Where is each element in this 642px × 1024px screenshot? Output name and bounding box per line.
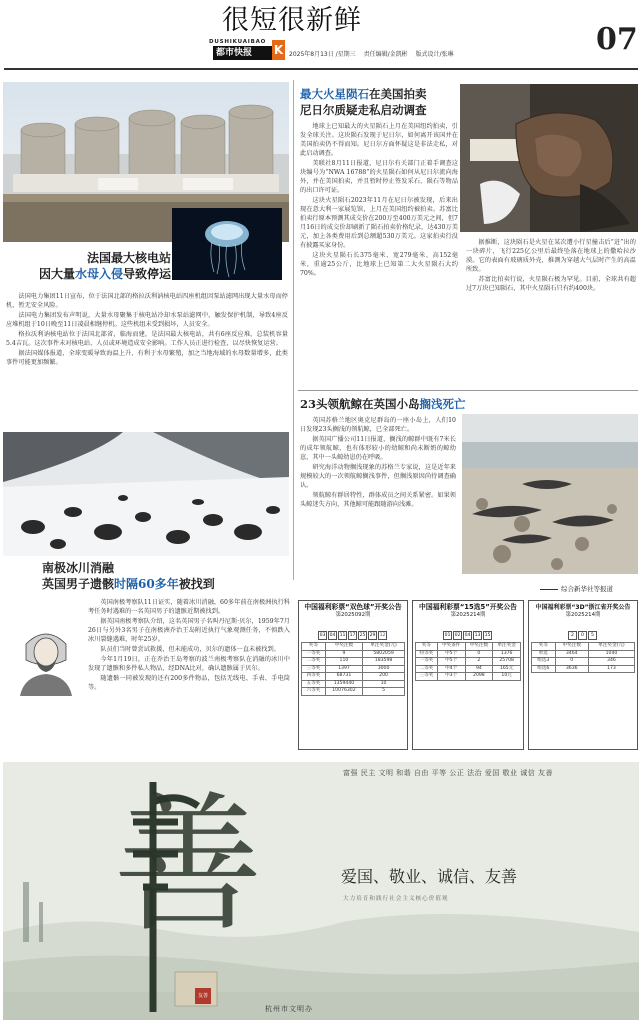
psa-big-char: 善 [113, 779, 264, 953]
paragraph: 据推断，这块陨石是火星在某次遭小行星撞击后“迸”出的一块碎片，飞行225亿公里后最终坠落在地球上的撒哈拉沙漠。它的表面有玻璃质外壳，推测为穿越大气层时产生的高温所致。 [466, 239, 636, 273]
whale-headline [300, 396, 466, 412]
lottery-issue: 第2025092期 [335, 612, 371, 618]
glacier-body [88, 598, 290, 748]
nuclear-headline [6, 250, 171, 282]
lottery-numbers [415, 621, 521, 640]
section-divider [298, 390, 638, 391]
table-row: 四等奖 68731 200 [302, 673, 405, 681]
nuclear-headline-suffix: 导致停运 [122, 267, 171, 281]
whale-headline-prefix: 23头领航鲸在英国小岛 [300, 397, 420, 411]
table-row: 六等奖 10076302 5 [302, 688, 405, 696]
paragraph: 据英国南极考察队介绍，这名英国男子名叫丹尼斯·贝尔，1959年7月26日与另外3名男子在南极洲乔治王岛附近执行气象观测任务，不慎跌入冰川裂缝遇难，时年25岁。 [88, 618, 290, 643]
table-header: 单注奖金 [493, 643, 521, 651]
lottery-table [531, 642, 635, 673]
glacier-headline-suffix: 被找到 [178, 577, 215, 591]
paper-name: 都市快报 [216, 48, 253, 58]
meteorite-headline-highlight: 最大火星陨石 [300, 87, 369, 101]
table-row: 五等奖 1359440 10 [302, 680, 405, 688]
meteorite-headline-suffix: 在美国拍卖 [369, 87, 427, 101]
lottery-ball: 11 [339, 633, 346, 638]
paragraph: 法国电力集团发布声明说，大量水母聚集于核电站冷却水泵站滤网中，触发保护机制，导致4座反应堆机组于10日晚至11日凌晨相继停机。这些机组未受到损坏，人员安全。 [6, 312, 288, 328]
lottery-ball: 5 [588, 631, 597, 640]
antarctic-photo [3, 432, 289, 556]
lottery-ball: 13 [474, 633, 481, 638]
meteorite-body [300, 122, 458, 384]
psa-values-line: 富强 民主 文明 和谐 自由 平等 公正 法治 爱国 敬业 诚信 友善 [343, 769, 553, 777]
table-header: 奖等 [532, 643, 556, 651]
lottery-title: 中国福利彩票“3D”浙江省开奖公告 [535, 604, 631, 611]
jellyfish-photo [172, 208, 282, 280]
table-row: 特等奖 中5个 0 1376 [416, 650, 521, 658]
glacier-headline-line2 [42, 576, 292, 592]
paragraph: 这块火星陨石长375毫米、宽279毫米、高152毫米，重逾25公斤，比地球上已知第二大火星陨石大约70%。 [300, 252, 458, 277]
paragraph: 英国南极考察队11日证实，随着冰川消融，60多年前在南极洲执行科考任务时遇难的一名英国男子的遗骸近期被找到。 [88, 599, 290, 615]
paper-logo [213, 46, 281, 60]
paper-pinyin: DUSHIKUAIBAO [209, 39, 267, 45]
lottery-ball: 0 [578, 631, 587, 640]
glacier-headline-highlight: 时隔60多年 [114, 577, 179, 591]
lottery-ball: 2 [568, 631, 577, 640]
lottery-ball: 25 [359, 633, 366, 638]
source-note [540, 584, 613, 593]
glacier-headline-prefix: 英国男子遗骸 [42, 577, 115, 591]
lottery-ball: 29 [369, 633, 376, 638]
lottery-15x5 [412, 600, 524, 750]
table-row: 一等奖 中5个 2 25708 [416, 658, 521, 666]
design-credit: 版式设计/张琳 [415, 51, 454, 58]
table-header: 中奖注数 [555, 643, 588, 651]
source-note-line [540, 589, 558, 590]
paragraph: 英国苏格兰地区奥克尼群岛的一座小岛上，人们10日发现23头搁浅的领航鲸，已全部死亡。 [300, 417, 456, 433]
nuclear-headline-highlight: 水母入侵 [74, 267, 123, 281]
table-row: 三等奖 1397 3000 [302, 665, 405, 673]
paragraph: 队员们当时曾尝试救援，但未能成功，贝尔的遗体一直未被找到。 [100, 646, 280, 653]
paragraph: 格拉沃利讷核电站位于法国北部省，临海而建，是法国最大核电站，共有6座反应堆，总装机容量5.4吉瓦。这次事件未对核电站、人员或环境造成安全影响。工作人员正进行检查，以尽快恢复运营。 [6, 331, 288, 347]
paragraph: 地球上已知最大的火星陨石上月在美国纽约拍卖，引发全球关注。这块陨石发现于尼日尔，如何离开该国并在美国拍卖仍不得而知。尼日尔方面怀疑这是非法走私，对此启动调查。 [300, 123, 458, 157]
psa-sub-slogan: 大力培育和践行社会主义核心价值观 [343, 896, 449, 902]
table-header: 中奖注数 [325, 643, 362, 651]
table-row: 组选6 3636 173 [532, 665, 635, 673]
table-row: 二等奖 中4个 94 165元 [416, 665, 521, 673]
meteorite-body-col2 [466, 238, 636, 388]
paragraph: 今年1月19日，正在乔治王岛考察的波兰南极考察队在消融的冰川中发现了遗骸和多件私人物品，经DNA比对，确认遗骸属于贝尔。 [88, 656, 290, 672]
psa-slogan-text: 爱国、敬业、诚信、友善 [341, 867, 518, 886]
paragraph: 法国电力集团11日宣布，位于法国北部的格拉沃利讷核电站四座机组因泵站滤网出现大量水母而停机，暂无安全风险。 [6, 293, 288, 309]
psa-seal: 友善 [195, 988, 211, 1004]
source-note-text: 综合新华社等报道 [561, 585, 613, 593]
paragraph: 据法国媒体报道，全球变暖导致海温上升，有利于水母繁殖，加之当地海域的水母数量增多，此类事件可能更加频繁。 [6, 350, 288, 366]
lottery-ball: 17 [349, 633, 356, 638]
table-header: 中奖注数 [465, 643, 493, 651]
paragraph: 据英国广播公司11日报道，搁浅的鲸群中既有7米长的成年领航鲸，也有体形较小的幼鲸和尚未断奶的鲸幼崽，其中一头鲸幼崽仍在呼吸。 [300, 436, 456, 461]
table-row: 三等奖 中3个 2098 10元 [416, 673, 521, 681]
paragraph: 苏富比拍卖行说，火星陨石极为罕见。目前，全球共有超过7万块已知陨石，其中火星陨石只有约400块。 [466, 276, 636, 292]
psa-landscape [3, 762, 639, 1020]
paragraph: 美联社8月11日报道，尼日尔有关部门正着手调查这块编号为“NWA 16788”的火星陨石如何从尼日尔流向海外，并在美国拍卖，并且暂时停止签发采石、陨石等物品的出口许可证。 [300, 160, 458, 194]
paragraph: 这块火星陨石2023年11月在尼日尔被发现，后来出现在意大利一家展览馆，上月在美国纽约被拍卖。苏富比拍卖行原本预测其成交价在200万至400万美元之间，但7月16日的成交价却刷新了陨石拍卖价格纪录，达430万美元，加上各类费用后到总额超530万美元。这家拍卖行没有披露买家身份。 [300, 197, 458, 249]
whale-headline-highlight: 搁浅死亡 [419, 397, 466, 411]
paragraph: 研究海洋动物搁浅现象的苏格兰专家说，这是近年来规模较大的一次领航鲸搁浅事件，但搁浅原因尚待调查确认。 [300, 464, 456, 489]
lottery-table [301, 642, 405, 696]
lottery-ball: 02 [454, 633, 461, 638]
editor-credit: 责任编辑/金凯彬 [363, 51, 408, 58]
lottery-table [415, 642, 521, 681]
lottery-ball: 03 [319, 633, 326, 638]
glacier-headline-line1: 南极冰川消融 [42, 561, 115, 575]
portrait-sketch [6, 614, 86, 696]
lottery-issue: 第2025214期 [565, 612, 601, 618]
table-row: 二等奖 110 183598 [302, 658, 405, 666]
lottery-title: 中国福利彩票“双色球”开奖公告 [304, 603, 402, 611]
meteorite-photo [460, 84, 638, 232]
lottery-ball: 01 [444, 633, 451, 638]
masthead-rule [4, 68, 638, 70]
table-row: 组选3 0 346 [532, 658, 635, 666]
lottery-ssq [298, 600, 408, 750]
nuclear-body [6, 292, 288, 426]
glacier-headline [42, 560, 292, 592]
section-title: 很短很新鲜 [222, 5, 362, 36]
nuclear-headline-line1: 法国最大核电站 [86, 251, 171, 265]
lottery-ball: 12 [379, 633, 386, 638]
table-header: 奖等 [416, 643, 438, 651]
table-header: 单注奖金(元) [588, 643, 634, 651]
lottery-ball: 04 [329, 633, 336, 638]
nuclear-headline-line2 [6, 266, 171, 282]
paragraph: 领航鲸有群居特性，群体成员之间关系紧密。如果领头鲸迷失方向，其他鲸可能跟随游向浅滩。 [300, 492, 456, 508]
stranded-whales-photo [462, 414, 638, 574]
lottery-numbers [301, 621, 405, 640]
page-number: 07 [596, 22, 638, 57]
date-line [289, 49, 454, 58]
date-text: 2025年8月13日 /星期三 [289, 51, 356, 58]
lottery-title: 中国福利彩票“15选5”开奖公告 [419, 603, 517, 611]
masthead [0, 0, 642, 72]
lottery-ball: 15 [484, 633, 491, 638]
meteorite-headline [300, 86, 480, 118]
nuclear-headline-prefix: 因大量 [38, 267, 75, 281]
meteorite-headline-line1 [300, 86, 480, 102]
whale-body [300, 416, 456, 580]
table-row: 单选 3464 1040 [532, 650, 635, 658]
table-row: 一等奖 9 5802059 [302, 650, 405, 658]
lottery-ball: 04 [464, 633, 471, 638]
table-header: 中奖条件 [437, 643, 465, 651]
psa-footer: 杭州市文明办 [265, 1005, 313, 1013]
table-header: 单注奖金(元) [363, 643, 405, 651]
paragraph: 随遗骸一同被发现的还有200多件物品，包括无线电、手表、手电筒等。 [88, 675, 290, 691]
meteorite-headline-line2: 尼日尔质疑走私启动调查 [300, 103, 427, 117]
psa-panel [3, 762, 639, 1020]
psa-slogan [341, 866, 517, 888]
logo-k-icon: K [272, 40, 285, 60]
lottery-3d [528, 600, 638, 750]
lottery-numbers [531, 621, 635, 640]
column-divider [293, 80, 294, 580]
table-header: 奖等 [302, 643, 326, 651]
lottery-issue: 第2025214期 [450, 612, 486, 618]
